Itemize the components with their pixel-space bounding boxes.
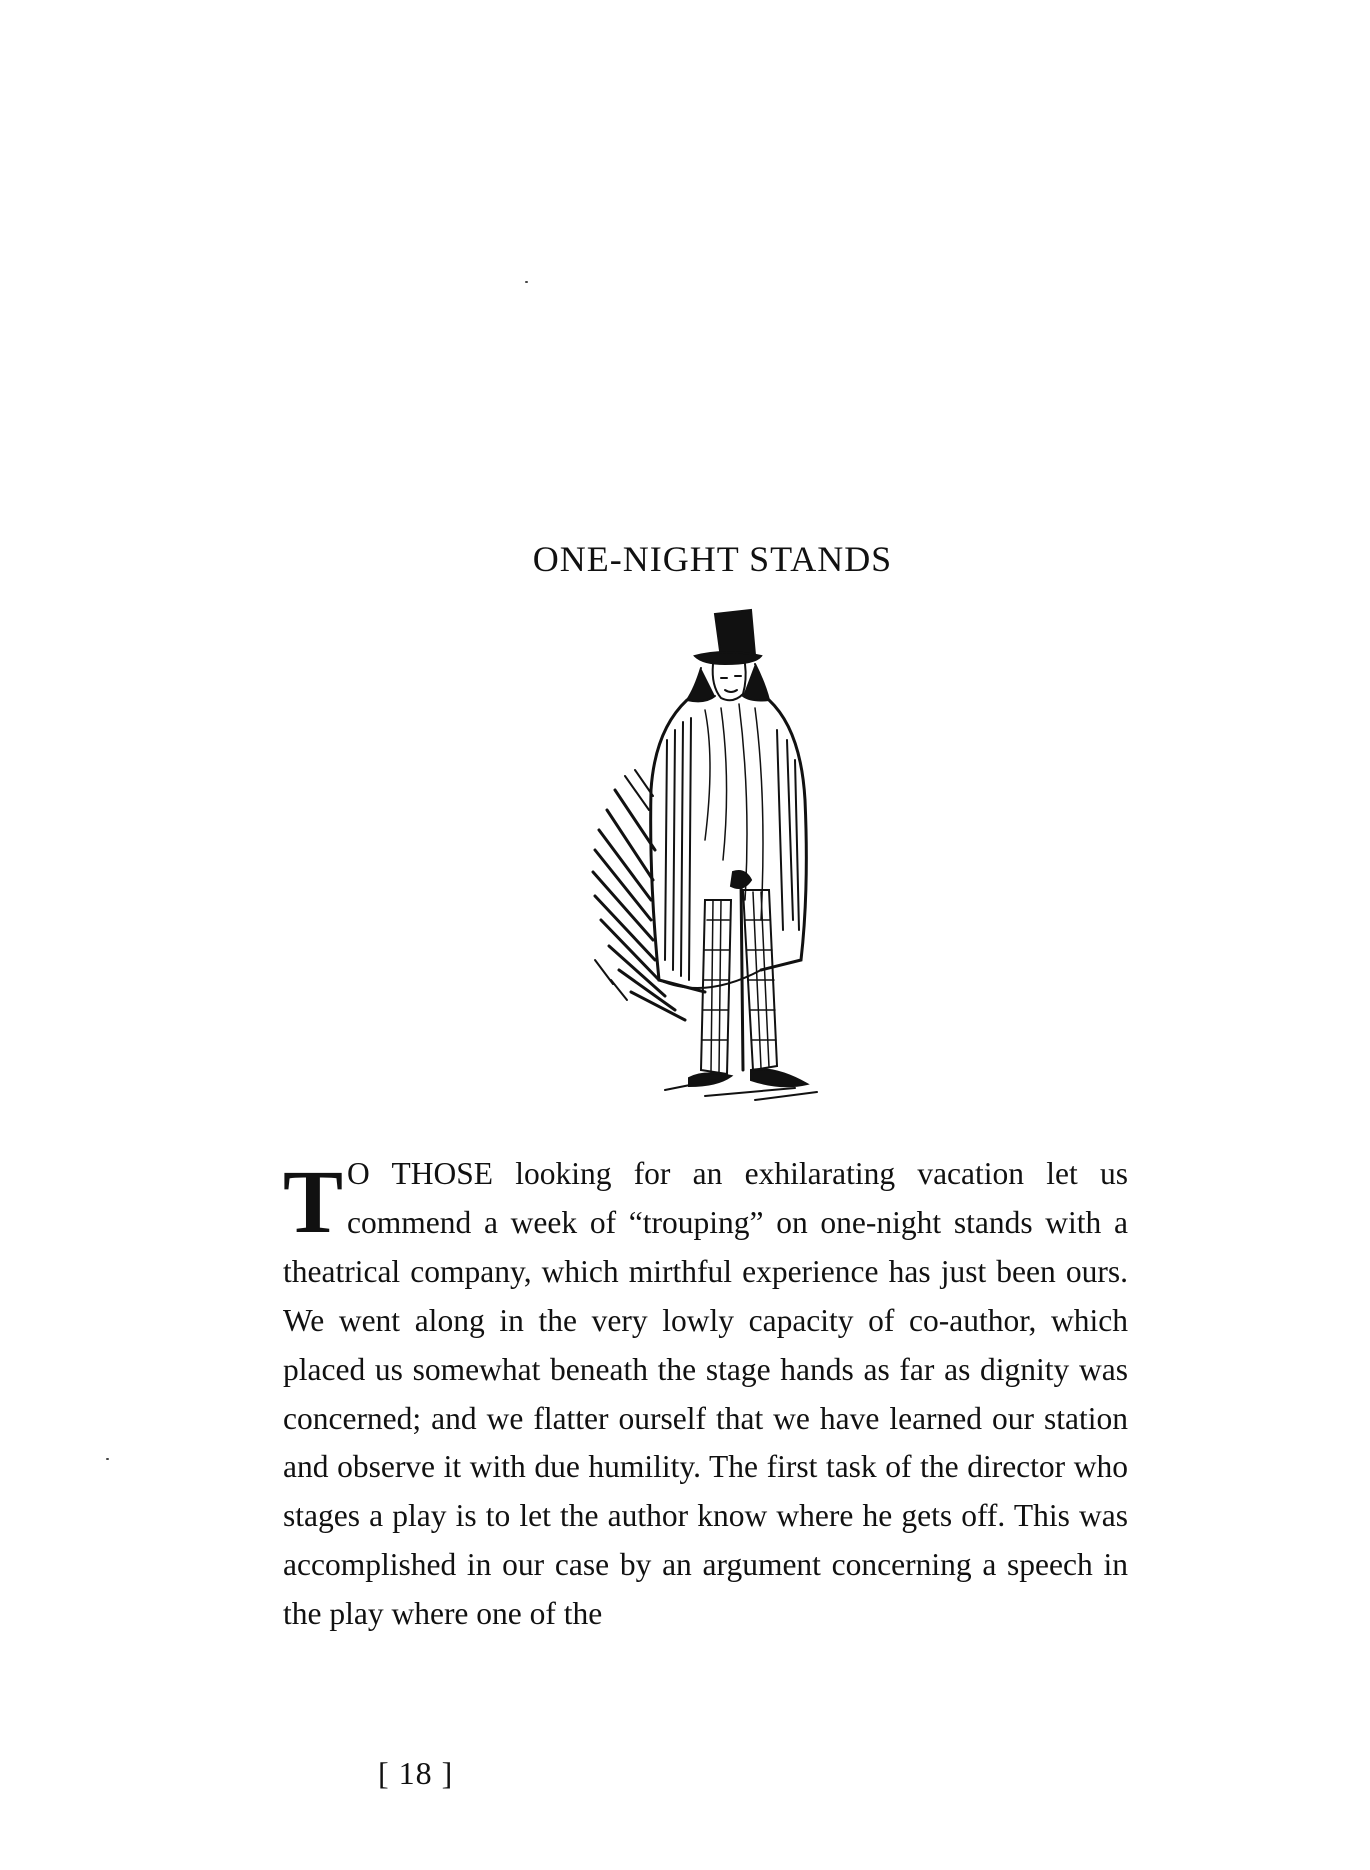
page-number: [ 18 ] bbox=[378, 1755, 454, 1791]
chapter-title: ONE-NIGHT STANDS bbox=[532, 539, 893, 579]
print-speck bbox=[106, 1458, 109, 1460]
drop-cap: T bbox=[283, 1153, 344, 1252]
print-speck bbox=[525, 281, 528, 283]
paragraph-text: O THOSE looking for an exhilarating vacation let us commend a week of “trouping” on one-night stands with a theatrical company, which mirthful experience has just been ours. We went along in the very lowly capacity of co-author, which placed us somewhat beneath the stage hands as far as dignity was concerned; and we flatter ourself that we have learned our station and observe it with due humility. The first task of the director who stages a play is to let the author know where he gets off. This was accomplished in our case by an argument concerning a speech in the play where one of the bbox=[283, 1156, 1128, 1632]
illustration-cloaked-man bbox=[555, 600, 855, 1115]
body-paragraph bbox=[283, 1150, 1128, 1639]
